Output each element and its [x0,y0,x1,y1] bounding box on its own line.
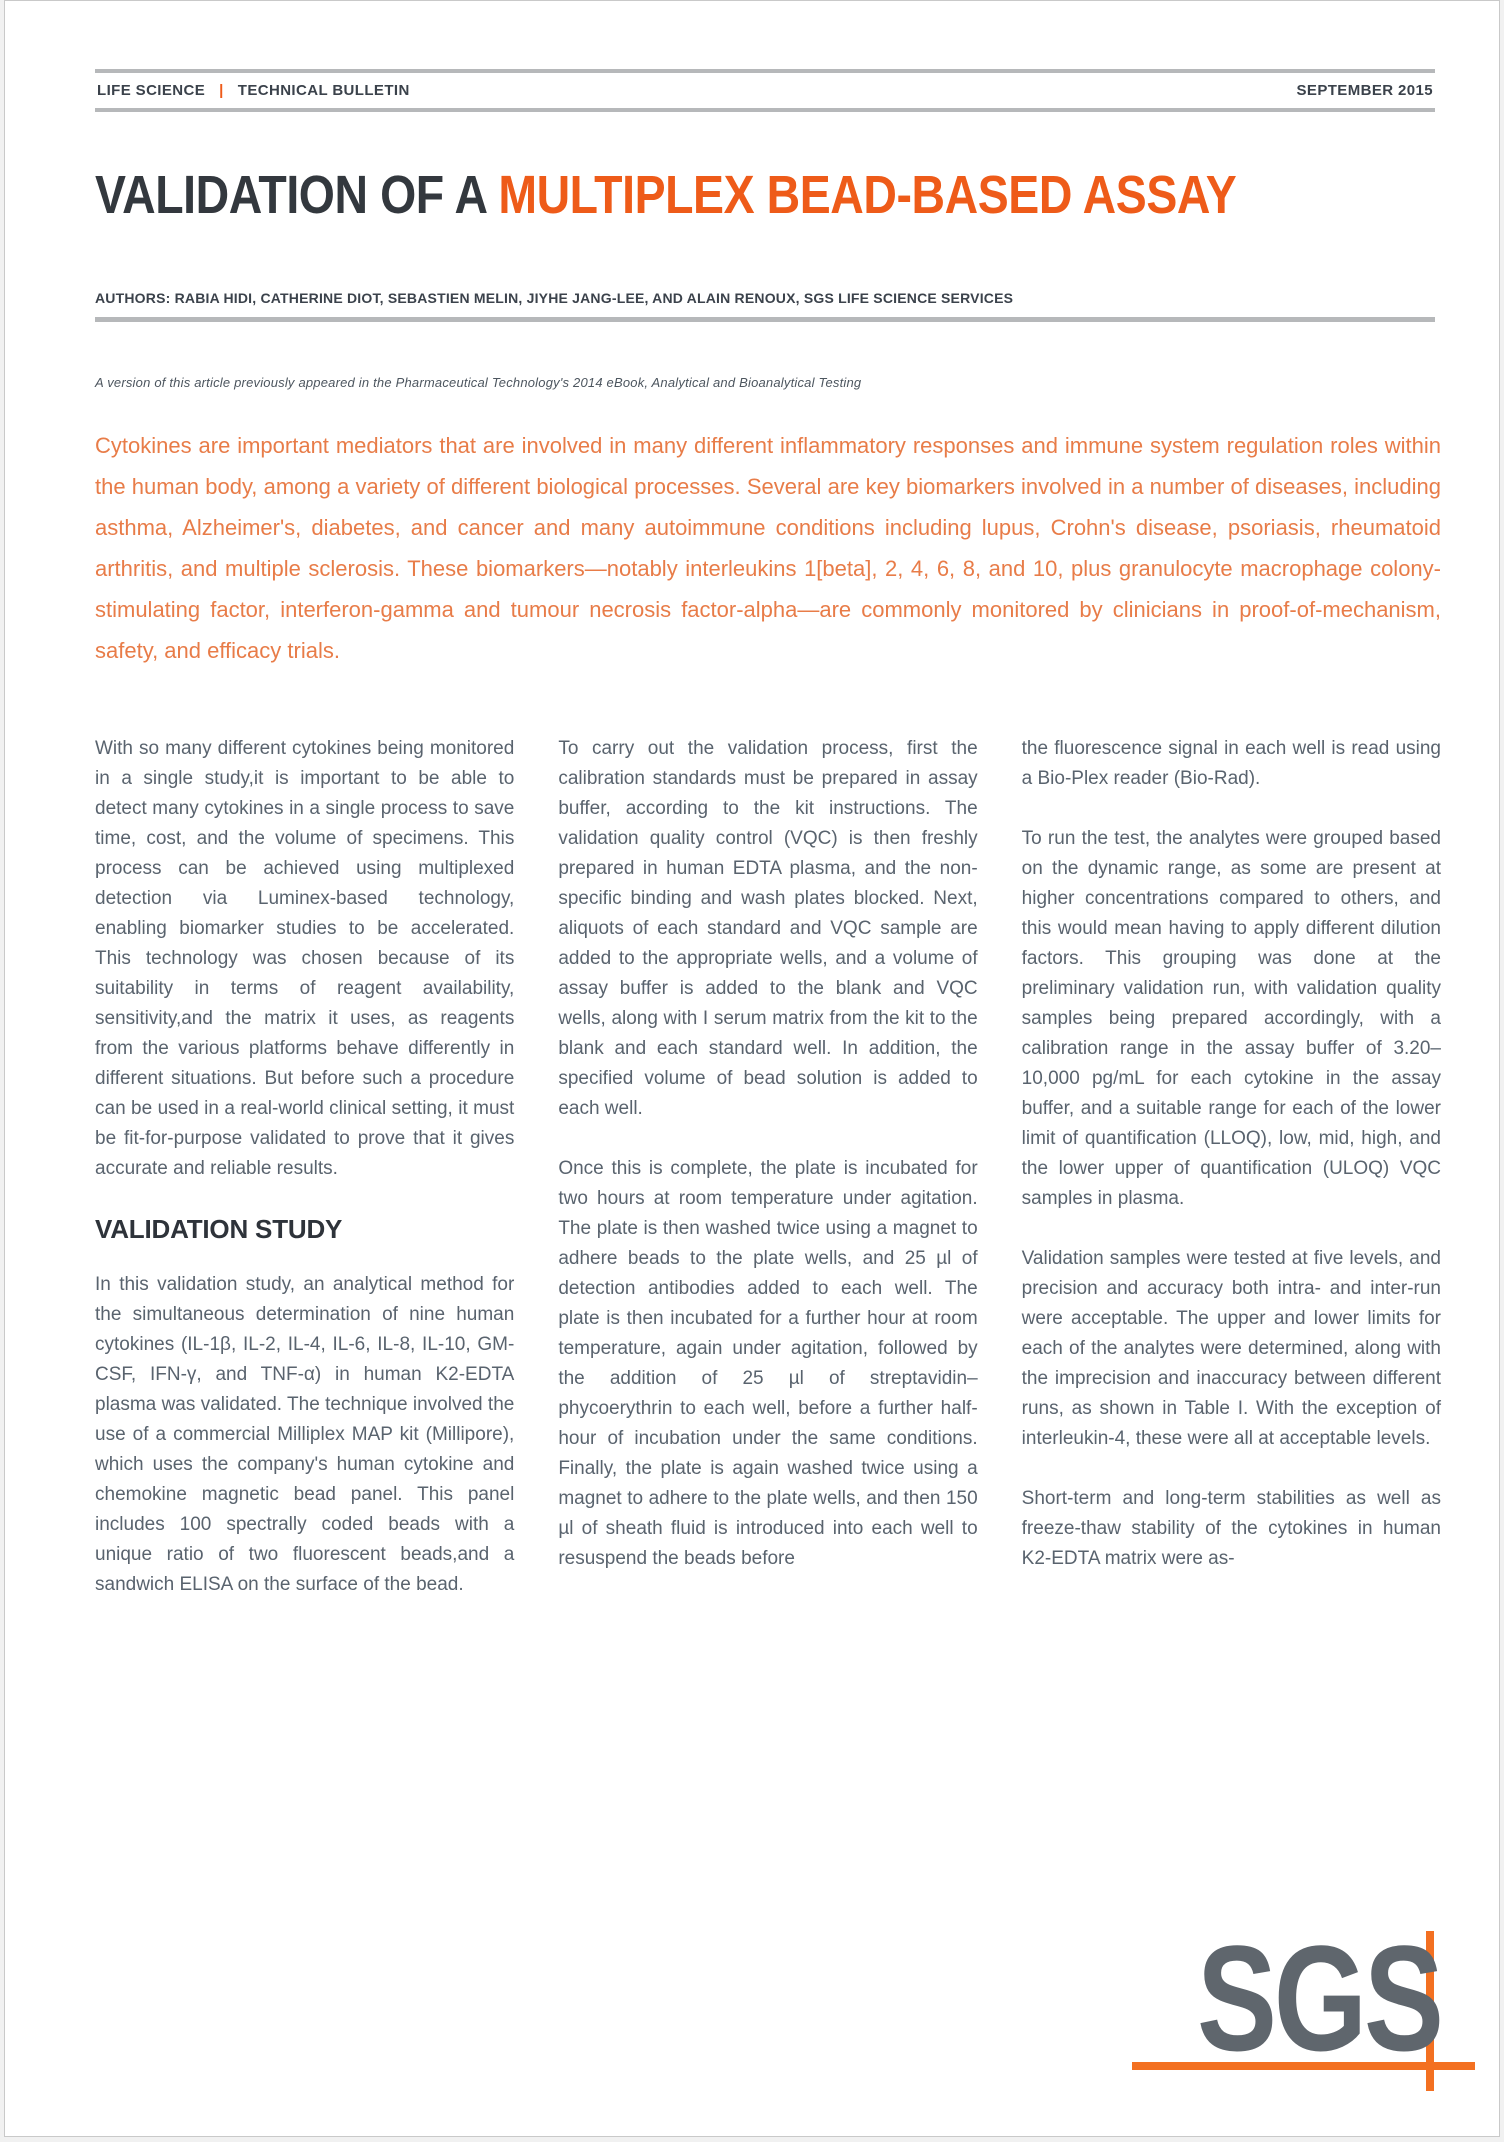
reprint-note: A version of this article previously appeared in the Pharmaceutical Technology's 2014 eBook, Analytical and Bioanalytical Testing [95,375,862,390]
paragraph: To carry out the validation process, first the calibration standards must be prepared in assay buffer, according to the kit instructions. The validation quality control (VQC) is then freshly prepared in human EDTA plasma, and the non-specific binding and wash plates blocked. Next, aliquots of each standard and VQC sample are added to the appropriate wells, and a volume of assay buffer is added to the blank and VQC wells, along with I serum matrix from the kit to the blank and each standard well. In addition, the specified volume of bead solution is added to each well. [558,738,978,1119]
paragraph: Short-term and long-term stabilities as well as freeze-thaw stability of the cytokines in human K2-EDTA matrix were as- [1021,1488,1441,1569]
paragraph: In this validation study, an analytical method for the simultaneous determination of nine human cytokines (IL-1β, IL-2, IL-4, IL-6, IL-8, IL-10, GM-CSF, IFN-γ, and TNF-α) in human K2-EDTA plasma was validated. The technique involved the use of a commercial Milliplex MAP kit (Millipore), which uses the company's human cytokine and chemokine magnetic bead panel. This panel includes 100 spectrally coded beads with a unique ratio of two fluorescent beads,and a sandwich ELISA on the surface of the bead. [95,1274,515,1595]
section-heading-validation-study: VALIDATION STUDY [95,1214,343,1244]
paragraph: With so many different cytokines being monitored in a single study,it is important to be able to detect many cytokines in a single process to save time, cost, and the volume of specimens. This process can be achieved using multiplexed detection via Luminex-based technology, enabling biomarker studies to be accelerated. This technology was chosen because of its suitability in terms of reagent availability, sensitivity,and the matrix it uses, as reagents from the various platforms behave differently in different situations. But before such a procedure can be used in a real-world clinical setting, it must be fit-for-purpose validated to prove that it gives accurate and reliable results. [95,738,515,1179]
sgs-logo [1105,1914,1485,2103]
sgs-logo-text: SGS [1197,1914,1441,2082]
body-columns [95,734,1441,1630]
authors-line: AUTHORS: RABIA HIDI, CATHERINE DIOT, SEBASTIEN MELIN, JIYHE JANG-LEE, AND ALAIN RENOUX, SGS LIFE SCIENCE SERVICES [95,290,1014,306]
column-3 [1022,734,1441,1630]
page-title-dark-part: VALIDATION OF A [95,165,499,225]
masthead [95,69,1435,112]
masthead-category-label: LIFE SCIENCE [97,82,206,99]
paragraph: To run the test, the analytes were grouped based on the dynamic range, as some are present at higher concentrations compared to others, and this would mean having to apply different dilution factors. This grouping was done at the preliminary validation run, with validation quality samples being prepared accordingly, with a calibration range in the assay buffer of 3.20–10,000 pg/mL for each cytokine in the assay buffer, and a suitable range for each of the lower limit of quantification (LLOQ), low, mid, high, and the lower upper of quantification (ULOQ) VQC samples in plasma. [1021,828,1441,1209]
paragraph: Validation samples were tested at five levels, and precision and accuracy both intra- and inter-run were acceptable. The upper and lower limits for each of the analytes were determined, along with the imprecision and inaccuracy between different runs, as shown in Table I. With the exception of interleukin-4, these were all at acceptable levels. [1021,1248,1441,1449]
masthead-left [97,82,410,99]
document-page [4,0,1500,2137]
paragraph: Once this is complete, the plate is incubated for two hours at room temperature under agitation. The plate is then washed twice using a magnet to adhere beads to the plate wells, and 25 µl of detection antibodies added to each well. The plate is then incubated for a further hour at room temperature, again under agitation, followed by the addition of 25 µl of streptavidin– phycoerythrin to each well, before a further half-hour of incubation under the same conditions. Finally, the plate is again washed twice using a magnet to adhere to the plate wells, and then 150 µl of sheath fluid is introduced into each well to resuspend the beads before [558,1158,978,1569]
masthead-date: SEPTEMBER 2015 [1296,82,1433,99]
paragraph: the fluorescence signal in each well is read using a Bio-Plex reader (Bio-Rad). [1021,738,1441,789]
column-1 [95,734,514,1630]
page-title [95,164,1236,226]
masthead-separator: | [219,82,224,99]
masthead-bulletin-label: TECHNICAL BULLETIN [237,82,410,99]
intro-paragraph: Cytokines are important mediators that are involved in many different inflammatory responses and immune system regulation roles within the human body, among a variety of different biological processes. Several are key biomarkers involved in a number of diseases, including asthma, Alzheimer's, diabetes, and cancer and many autoimmune conditions including lupus, Crohn's disease, psoriasis, rheumatoid arthritis, and multiple sclerosis. These biomarkers—notably interleukins 1[beta], 2, 4, 6, 8, and 10, plus granulocyte macrophage colony-stimulating factor, interferon-gamma and tumour necrosis factor-alpha—are commonly monitored by clinicians in proof-of-mechanism, safety, and efficacy trials. [95,433,1441,663]
page-title-orange-part: MULTIPLEX BEAD-BASED ASSAY [498,165,1237,225]
column-2 [558,734,977,1630]
divider-rule [95,317,1435,322]
